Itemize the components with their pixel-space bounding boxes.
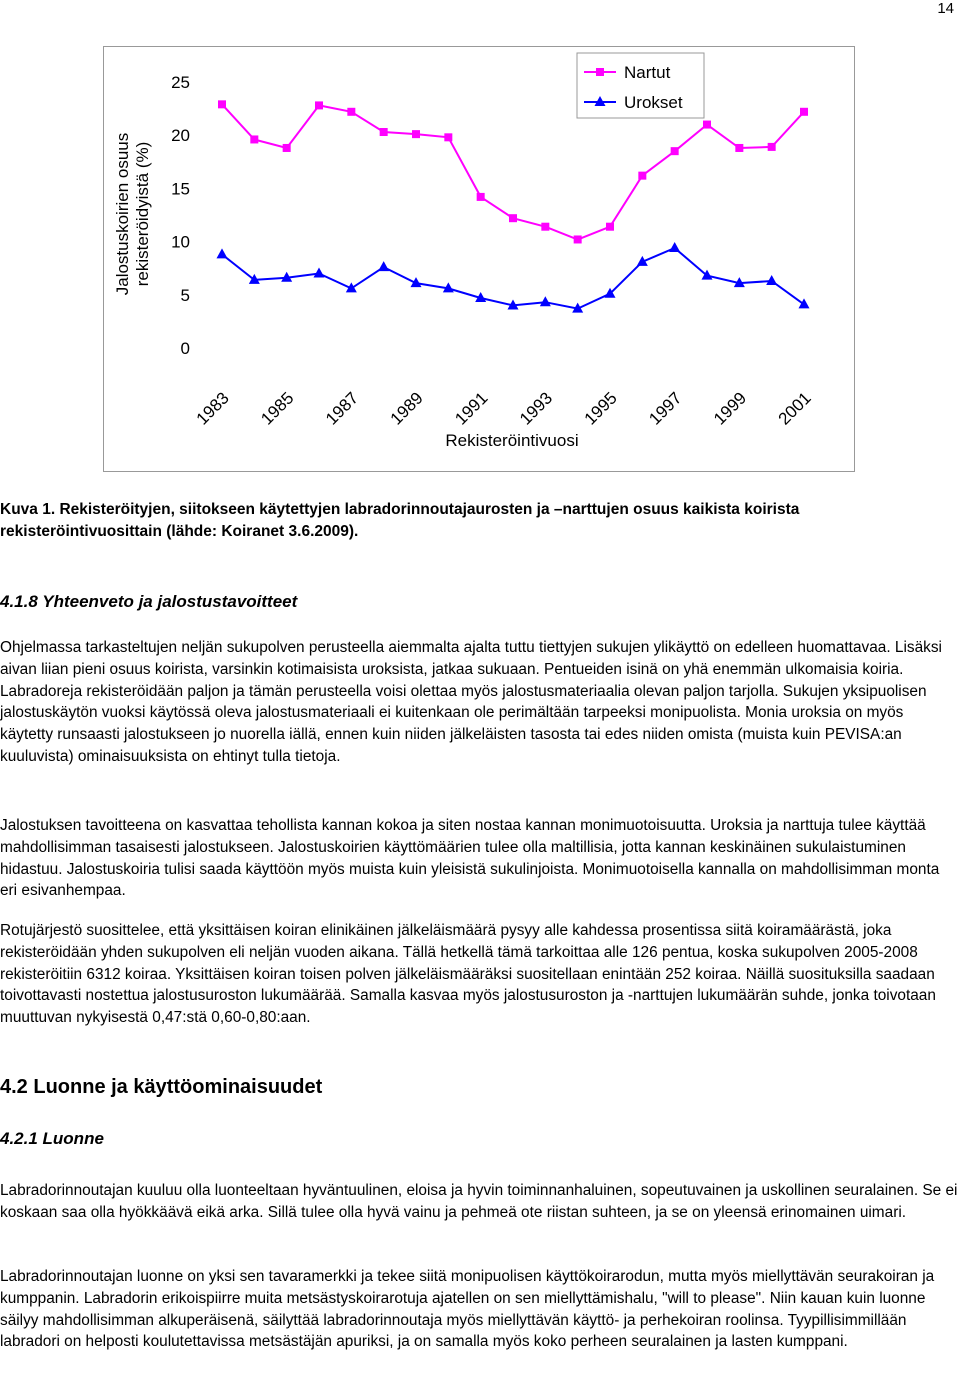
x-tick-label: 1999 bbox=[709, 388, 751, 429]
data-point-nartut bbox=[250, 135, 258, 143]
x-tick-label: 1983 bbox=[192, 388, 233, 429]
data-point-nartut bbox=[768, 143, 776, 151]
x-tick-label: 1993 bbox=[515, 388, 557, 429]
line-chart bbox=[104, 47, 854, 471]
section-heading-4-2: 4.2 Luonne ja käyttöominaisuudet bbox=[0, 1076, 323, 1098]
data-point-nartut bbox=[347, 108, 355, 116]
data-point-nartut bbox=[412, 130, 420, 138]
data-point-urokset bbox=[314, 268, 325, 278]
chart-frame bbox=[103, 46, 855, 472]
x-tick-label: 1987 bbox=[321, 388, 363, 429]
data-point-nartut bbox=[574, 235, 582, 243]
data-point-urokset bbox=[217, 248, 228, 258]
data-point-urokset bbox=[378, 261, 389, 271]
paragraph: Rotujärjestö suosittelee, että yksittäisen koiran elinikäinen jälkeläismäärä pysyy alle kahdessa prosentissa siitä koiramäärästä, joka rekisteröidään yhden sukupolven eli neljän vuoden aikana. Tällä hetkellä tämä tarkoittaa alle 126 pentua, koska sukupolven 2005-2008 rekisteröitiin 6312 koiraa. Yksittäisen koiran toisen polven jälkeläismääräksi suositellaan enintään 252 koiraa. Näillä suosituksilla saadaan toivottavasti nostettua jalostusuroston lukumäärää. Samalla kasvaa myös jalostusuroston ja -narttujen lukumäärän suhde, jonka toivotaan muuttuvan nykyisestä 0,47:stä 0,60-0,80:aan. bbox=[0, 922, 936, 1027]
data-point-nartut bbox=[218, 100, 226, 108]
y-tick-label: 20 bbox=[171, 126, 190, 146]
data-point-nartut bbox=[638, 172, 646, 180]
data-point-nartut bbox=[541, 223, 549, 231]
y-axis-label-line: Jalostuskoirien osuus bbox=[113, 132, 132, 296]
data-point-nartut bbox=[735, 144, 743, 152]
data-point-nartut bbox=[800, 108, 808, 116]
paragraph: Jalostuksen tavoitteena on kasvattaa tehollista kannan kokoa ja siten nostaa kannan monimuotoisuutta. Uroksia ja narttuja tulee käyttää mahdollisimman tasaisesti jalostukseen. Jalostuskoirien käyttömäärien tulee olla maltillisia, jotta kannan keskinäinen sukulaistuminen hidastuu. Jalostuskoiria tulisi saada käyttöön myös muista kuin yleisistä sukulinjoista. Monimuotoisella kannalla on mahdollisimman monta eri esivanhempaa. bbox=[0, 817, 940, 900]
x-axis-label: Rekisteröintivuosi bbox=[445, 431, 579, 450]
data-point-nartut bbox=[509, 214, 517, 222]
y-tick-label: 10 bbox=[171, 232, 190, 252]
data-point-urokset bbox=[799, 298, 810, 308]
x-tick-label: 1991 bbox=[451, 388, 492, 429]
y-tick-label: 5 bbox=[180, 285, 190, 305]
data-point-nartut bbox=[380, 128, 388, 136]
page-number: 14 bbox=[937, 0, 954, 17]
paragraph: Labradorinnoutajan luonne on yksi sen tavaramerkki ja tekee siitä monipuolisen käyttökoirarodun, mutta myös miellyttävän seurakoiran ja kumppanin. Labradorin erikoispiirre muita metsästyskoirarotuja ajatellen on sen miellyttämishalu, "will to please". Niin kauan kuin luonne säilyy mahdollisimman alkuperäisenä, säilyttää labradorinnoutaja myös miellyttävän käyttö- ja perhekoiran roolinsa. Tyypillisimmillään labradori on helposti koulutettavissa metsästäjän apuriksi, ja on samalla myös koko perheen seuralainen ja lasten kumppani. bbox=[0, 1268, 935, 1351]
data-point-urokset bbox=[669, 242, 680, 252]
x-tick-label: 1995 bbox=[580, 388, 621, 429]
section-heading-4-2-1: 4.2.1 Luonne bbox=[0, 1129, 104, 1148]
data-point-nartut bbox=[315, 101, 323, 109]
section-heading-4-1-8: 4.1.8 Yhteenveto ja jalostustavoitteet bbox=[0, 592, 298, 611]
y-axis-label bbox=[113, 133, 152, 296]
y-axis-label-line: rekisteröidyistä (%) bbox=[133, 141, 152, 287]
figure-caption: Kuva 1. Rekisteröityjen, siitokseen käytettyjen labradorinnoutajaurosten ja –narttujen osuus kaikista koirista rekisteröintivuosittain (lähde: Koiranet 3.6.2009). bbox=[0, 501, 800, 540]
y-tick-label: 0 bbox=[180, 339, 190, 358]
legend-label: Urokset bbox=[624, 93, 683, 112]
x-tick-label: 1997 bbox=[645, 388, 686, 429]
paragraph: Ohjelmassa tarkasteltujen neljän sukupolven perusteella aiemmalta ajalta tuttu tiettyjen sukujen ylikäyttö on edelleen huomattavaa. Lisäksi aivan liian pieni osuus koirista, varsinkin kotimaisista uroksista, jatkaa sukuaan. Pentueiden isinä on yhä enemmän ulkomaisia koiria. Labradoreja rekisteröidään paljon ja tämän perusteella voisi olettaa myös jalostusmateriaalia olevan paljon tarjolla. Sukujen yksipuolisen jalostuskäytön vuoksi käytössä oleva jalostusmateriaali ei kuitenkaan ole perimältään tarpeeksi monipuolista. Monia uroksia on myös käytetty runsaasti jalostukseen jo nuorella iällä, ennen kuin niiden jälkeläisten tasosta tai edes niiden omista (muista kuin PEVISA:an kuuluvista) ominaisuuksista on ehtinyt tulla tietoja. bbox=[0, 639, 942, 765]
data-point-urokset bbox=[540, 296, 551, 306]
legend-label: Nartut bbox=[624, 63, 671, 82]
data-point-nartut bbox=[671, 147, 679, 155]
x-tick-label: 1989 bbox=[386, 388, 427, 429]
data-point-nartut bbox=[477, 193, 485, 201]
y-tick-label: 15 bbox=[171, 179, 190, 199]
data-point-urokset bbox=[766, 275, 777, 285]
y-tick-label: 25 bbox=[171, 73, 190, 92]
data-point-nartut bbox=[283, 144, 291, 152]
data-point-nartut bbox=[606, 223, 614, 231]
data-point-nartut bbox=[444, 133, 452, 141]
x-tick-label: 1985 bbox=[257, 388, 298, 429]
data-point-nartut bbox=[703, 121, 711, 129]
paragraph: Labradorinnoutajan kuuluu olla luonteeltaan hyväntuulinen, eloisa ja hyvin toiminnanhaluinen, sopeutuvainen ja uskollinen seuralainen. Se ei koskaan saa olla hyökkäävä eikä arka. Sillä tulee olla hyvä vainu ja pehmeä ote riistan suhteen, ja se on yleensä erinomainen uimari. bbox=[0, 1182, 958, 1221]
legend-marker-square bbox=[596, 68, 604, 76]
x-tick-label: 2001 bbox=[774, 388, 815, 429]
